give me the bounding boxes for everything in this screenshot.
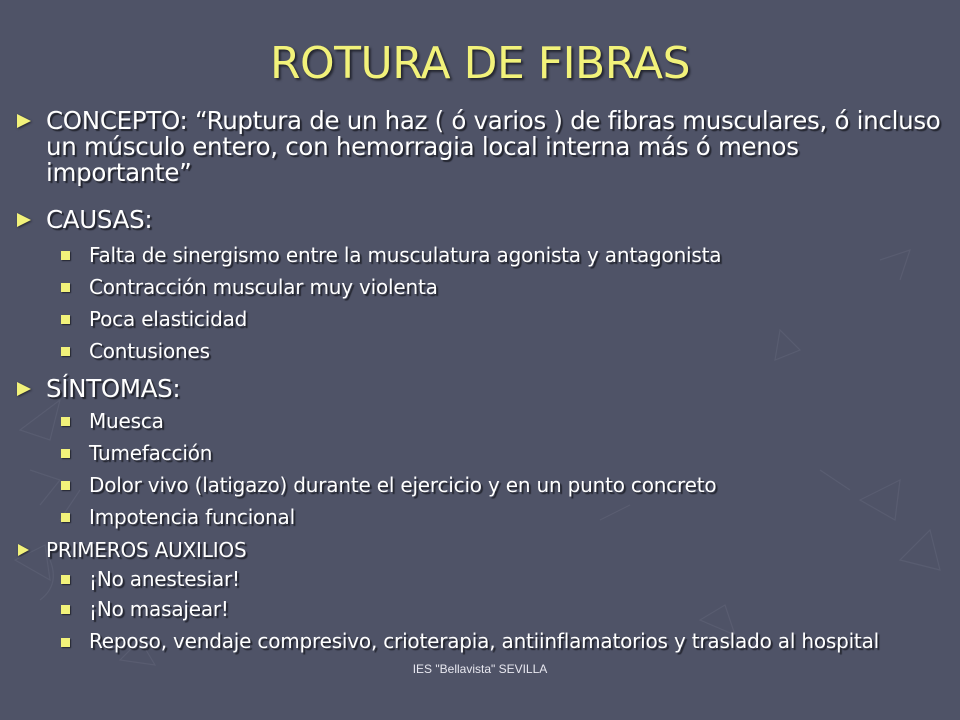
square-bullet-icon [61,251,70,260]
list-item: ¡No anestesiar! [89,567,240,591]
square-bullet-icon [61,347,70,356]
triangle-bullet-icon [18,544,29,556]
list-item: Tumefacción [89,441,213,465]
footer-text: IES "Bellavista" SEVILLA [412,662,548,676]
square-bullet-icon [61,513,70,522]
square-bullet-icon [61,449,70,458]
concept-text: CONCEPTO: “Ruptura de un haz ( ó varios ) de fibras musculares, ó incluso un músculo entero, con hemorragia local interna más ó menos importante” [46,106,941,187]
triangle-bullet-icon [17,114,31,128]
square-bullet-icon [61,283,70,292]
list-item: Muesca [89,409,164,433]
list-item: Impotencia funcional [89,505,295,529]
square-bullet-icon [61,605,70,614]
list-item: Contracción muscular muy violenta [89,275,438,299]
list-item: Falta de sinergismo entre la musculatura agonista y antagonista [89,243,722,267]
square-bullet-icon [61,417,70,426]
slide-title: ROTURA DE FIBRAS [269,38,691,89]
square-bullet-icon [61,481,70,490]
list-item: Poca elasticidad [89,307,248,331]
list-item: Contusiones [89,339,210,363]
first-aid-heading: PRIMEROS AUXILIOS [46,538,247,562]
square-bullet-icon [61,315,70,324]
triangle-bullet-icon [17,213,31,227]
causes-heading: CAUSAS: [46,205,153,234]
list-item: Dolor vivo (latigazo) durante el ejercicio y en un punto concreto [89,473,717,497]
square-bullet-icon [61,575,70,584]
list-item: Reposo, vendaje compresivo, crioterapia, antiinflamatorios y traslado al hospital [89,629,879,653]
triangle-bullet-icon [17,382,31,396]
list-item: ¡No masajear! [89,597,229,621]
symptoms-heading: SÍNTOMAS: [46,374,181,403]
square-bullet-icon [61,638,70,647]
